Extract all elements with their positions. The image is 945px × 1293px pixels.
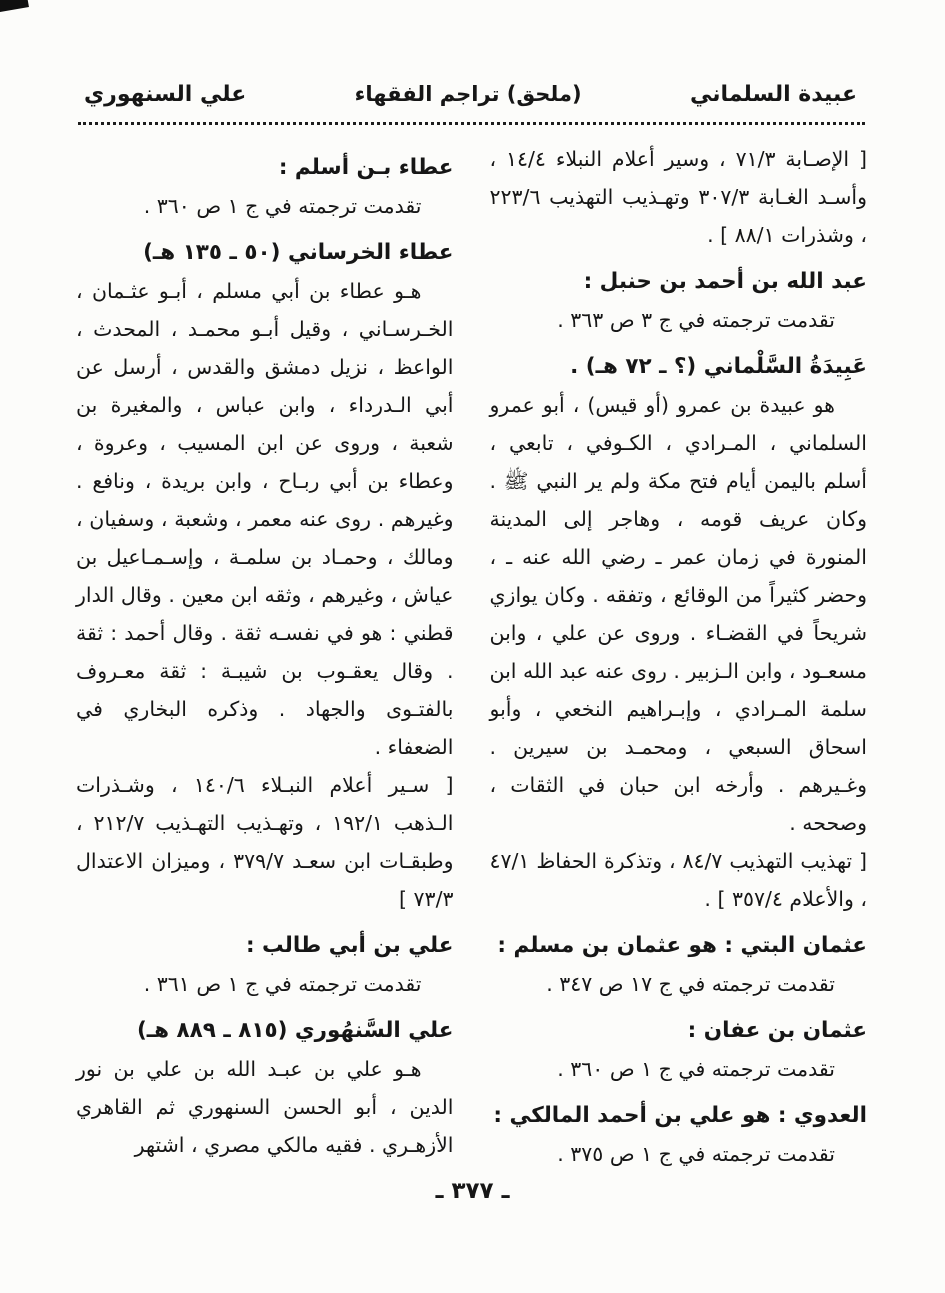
page-number: ـ ٣٧٧ ـ — [435, 1178, 510, 1204]
reference-block: [ الإصـابة ٧١/٣ ، وسير أعلام النبلاء ١٤/٤ ، وأسـد الغـابة ٣٠٧/٣ وتهـذيب التهذيب ٢٢٣/٦ ، وشذرات ٨٨/١ ] . — [489, 147, 868, 247]
entry-heading: العدوي : هو علي بن أحمد المالكي : — [493, 1103, 867, 1128]
entry-heading: عَبِيدَةُ السَّلْماني (؟ ـ ٧٢ هـ) . — [570, 354, 867, 379]
running-header — [84, 82, 857, 107]
entry-body: هو عبيدة بن عمرو (أو قيس) ، أبو عمرو السلماني ، المـرادي ، الكـوفي ، تابعي ، أسلم باليمن أيام فتح مكة ولم ير النبي ﷺ . وكان عريف قومه ، وهاجر إلى المدينة المنورة في زمان عمر ـ رضي الله عنه ـ ، وحضر كثيراً من الوقائع ، وتفقه . وكان يوازي شريحاً في القضـاء . وروى عن علي ، وابن مسعـود ، وابن الـزبير . روى عنه عبد الله ابن سلمة المـرادي ، وإبـراهيم النخعي ، وأبو اسحاق السبعي ، ومحمـد بن سيرين . وغـيرهم . وأرخه ابن حبان في الثقات ، وصححه . — [489, 393, 867, 835]
entry-body: تقدمت ترجمته في ج ١ ص ٣٦٠ . — [557, 1057, 835, 1081]
header-left-title: علي السنهوري — [84, 82, 247, 107]
header-right-title: عبيدة السلماني — [689, 82, 857, 107]
column-right — [490, 140, 868, 1173]
column-left — [76, 140, 454, 1173]
entry-heading: علي بن أبي طالب : — [245, 933, 454, 958]
entry-body: تقدمت ترجمته في ج ١٧ ص ٣٤٧ . — [546, 972, 835, 996]
scan-artifact — [0, 0, 29, 13]
header-center-title: (ملحق) تراجم الفقهاء — [354, 82, 582, 106]
entry-body: تقدمت ترجمته في ج ١ ص ٣٧٥ . — [557, 1142, 835, 1166]
entry-heading: عثمان بن عفان : — [687, 1018, 867, 1043]
entry-body: تقدمت ترجمته في ج ٣ ص ٣٦٣ . — [557, 308, 835, 332]
entry-body: هـو عطاء بن أبي مسلم ، أبـو عثـمان ، الخـرسـاني ، وقيل أبـو محمـد ، المحدث ، الواعظ ، نزيل دمشق والقدس ، أرسل عن أبي الـدرداء ، وابن عباس ، والمغيرة بن شعبة ، وروى عن ابن المسيب ، وعروة ، وعطاء بن أبي ربـاح ، وابن بريدة ، ونافع . وغيرهم . روى عنه معمر ، وشعبة ، وسفيان ، ومالك ، وحمـاد بن سلمـة ، وإسـمـاعيل بن عياش ، وغيرهم ، وثقه ابن معين . وقال الدار قطني : هو في نفسـه ثقة . وقال أحمد : ثقة . وقال يعقـوب بن شيبـة : ثقة معـروف بالفتـوى والجهاد . وذكره البخاري في الضعفاء . — [76, 279, 454, 759]
reference-block: [ تهذيب التهذيب ٨٤/٧ ، وتذكرة الحفاظ ٤٧/١ ، والأعلام ٣٥٧/٤ ] . — [489, 849, 867, 911]
text-columns — [76, 140, 867, 1173]
entry-body: تقدمت ترجمته في ج ١ ص ٣٦٠ . — [143, 194, 422, 218]
entry-heading: عثمان البتي : هو عثمان بن مسلم : — [497, 933, 867, 958]
header-rule — [78, 122, 865, 125]
entry-heading: علي السَّنهُوري (٨١٥ ـ ٨٨٩ هـ) — [136, 1018, 454, 1043]
entry-heading: عطاء الخرساني (٥٠ ـ ١٣٥ هـ) — [143, 240, 454, 265]
entry-heading: عبد الله بن أحمد بن حنبل : — [583, 269, 867, 294]
entry-body: تقدمت ترجمته في ج ١ ص ٣٦١ . — [143, 972, 422, 996]
entry-heading: عطاء بـن أسلم : — [278, 155, 454, 180]
reference-block: [ سـير أعلام النبـلاء ١٤٠/٦ ، وشـذرات الـذهب ١٩٢/١ ، وتهـذيب التهـذيب ٢١٢/٧ ، وطبقـات ابن سعـد ٣٧٩/٧ ، وميزان الاعتدال ٧٣/٣ ] — [76, 773, 454, 911]
entry-body: هـو علي بن عبـد الله بن علي بن نور الدين ، أبو الحسن السنهوري ثم القاهري الأزهـري . فقيه مالكي مصري ، اشتهر — [76, 1057, 454, 1157]
